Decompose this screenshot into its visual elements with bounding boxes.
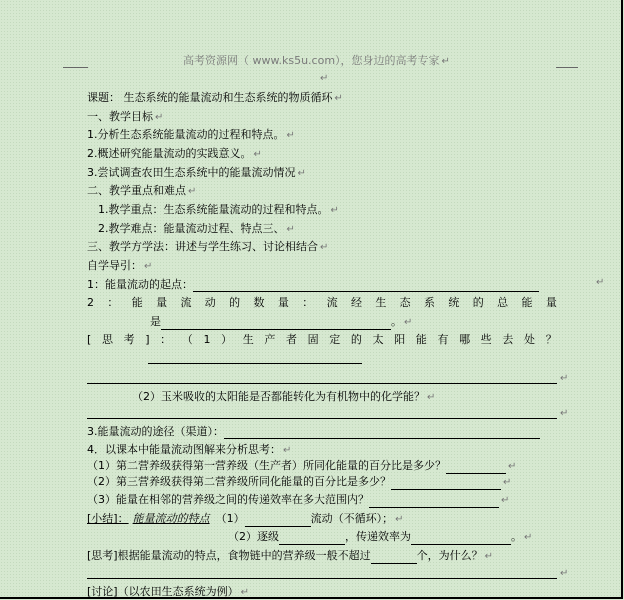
spaced-char: 定 bbox=[329, 333, 341, 346]
answer-blank[interactable] bbox=[279, 532, 345, 545]
spaced-char: [ bbox=[87, 333, 92, 346]
spaced-char: 处 bbox=[524, 333, 536, 346]
paragraph-mark: ↵ bbox=[596, 277, 605, 288]
spaced-char: ？ bbox=[545, 333, 557, 346]
answer-blank[interactable] bbox=[411, 532, 511, 545]
think-2: （2）玉米吸收的太阳能是否都能转化为有机物中的化学能？ ↵ bbox=[132, 390, 436, 403]
goals-heading: 一、教学目标 ↵ bbox=[87, 110, 164, 123]
lesson-topic: 课题： 生态系统的能量流动和生态系统的物质循环 ↵ bbox=[87, 91, 343, 104]
spaced-char: 生 bbox=[375, 296, 387, 309]
spaced-char: 流 bbox=[326, 296, 338, 309]
spaced-char: 生 bbox=[242, 333, 254, 346]
answer-blank[interactable] bbox=[193, 279, 539, 292]
answer-blank[interactable] bbox=[245, 514, 311, 527]
answer-line[interactable] bbox=[148, 363, 362, 364]
spaced-char: 阳 bbox=[394, 333, 406, 346]
paragraph-mark: ↵ bbox=[320, 73, 329, 84]
question-2 bbox=[87, 296, 557, 310]
spaced-char: 有 bbox=[437, 333, 449, 346]
spaced-char: 经 bbox=[350, 296, 362, 309]
answer-blank[interactable] bbox=[446, 461, 506, 474]
spaced-char: 态 bbox=[399, 296, 411, 309]
spaced-char: 数 bbox=[253, 296, 265, 309]
spaced-char: 统 bbox=[448, 296, 460, 309]
spaced-char: 量 bbox=[156, 296, 168, 309]
question-3: 3.能量流动的途径（渠道）： bbox=[87, 425, 540, 439]
spaced-char: 总 bbox=[497, 296, 509, 309]
spaced-char: 者 bbox=[286, 333, 297, 346]
spaced-char: ： bbox=[302, 296, 314, 309]
spaced-char: 1 bbox=[203, 333, 211, 346]
spaced-char: 的 bbox=[350, 333, 362, 346]
teaching-method: 三、教学方学法：讲述与学生练习、讨论相结合 ↵ bbox=[87, 240, 329, 253]
answer-line[interactable] bbox=[87, 578, 557, 579]
spaced-char: 动 bbox=[204, 296, 216, 309]
spaced-char: 系 bbox=[424, 296, 436, 309]
header-rule-left bbox=[63, 67, 88, 68]
spaced-char: 产 bbox=[264, 333, 276, 346]
spaced-char: 流 bbox=[180, 296, 192, 309]
spaced-char: ） bbox=[221, 333, 233, 346]
spaced-char: 能 bbox=[415, 333, 427, 346]
page-header bbox=[0, 49, 624, 71]
question-4: 4．以课本中能量流动图解来分析思考： ↵ bbox=[87, 443, 292, 456]
goal-2: 2.概述研究能量流动的实践意义。 ↵ bbox=[87, 147, 262, 160]
question-4-2: （2）第三营养级获得第二营养级所同化能量的百分比是多少？ ↵ bbox=[87, 475, 512, 488]
spaced-char: 固 bbox=[307, 333, 319, 346]
answer-blank[interactable] bbox=[371, 551, 417, 564]
think-3: [思考]根据能量流动的特点，食物链中的营养级一般不超过 个，为什么？ ↵ bbox=[87, 549, 493, 562]
spaced-char: ： bbox=[107, 296, 119, 309]
answer-blank[interactable] bbox=[369, 495, 499, 508]
spaced-char: 量 bbox=[277, 296, 289, 309]
goal-1: 1.分析生态系统能量流动的过程和特点。 ↵ bbox=[87, 128, 295, 141]
answer-line[interactable] bbox=[87, 383, 557, 384]
spaced-char: 考 bbox=[123, 333, 135, 346]
spaced-char: 思 bbox=[101, 333, 113, 346]
spaced-char: 的 bbox=[229, 296, 241, 309]
paragraph-mark: ↵ bbox=[560, 373, 569, 384]
answer-blank[interactable] bbox=[391, 477, 501, 490]
question-4-1: （1）第二营养级获得第一营养级（生产者）所同化能量的百分比是多少？ ↵ bbox=[87, 459, 517, 472]
key-point-2: 2.教学难点：能量流动过程、特点三、 ↵ bbox=[98, 222, 295, 235]
key-point-1: 1.教学重点：生态系统能量流动的过程和特点。 ↵ bbox=[98, 203, 339, 216]
summary: [小结]： 能量流动的特点 （1） 流动（不循环）； ↵ bbox=[87, 512, 404, 525]
spaced-char: 能 bbox=[131, 296, 143, 309]
key-heading: 二、教学重点和难点 ↵ bbox=[87, 184, 197, 197]
header-rule-right bbox=[556, 67, 578, 68]
question-2-cont: 是 。 ↵ bbox=[150, 315, 413, 328]
spaced-char: ] bbox=[145, 333, 150, 346]
answer-line[interactable] bbox=[87, 418, 557, 419]
spaced-char: 哪 bbox=[459, 333, 471, 346]
goal-3: 3.尝试调查农田生态系统中的能量流动情况 ↵ bbox=[87, 166, 306, 179]
answer-blank[interactable] bbox=[224, 426, 540, 439]
think-1 bbox=[87, 333, 557, 347]
self-study-guide: 自学导引： ↵ bbox=[87, 259, 153, 272]
question-4-3: （3）能量在相邻的营养级之间的传递效率在多大范围内？ ↵ bbox=[87, 493, 510, 506]
spaced-char: 2 bbox=[87, 296, 94, 309]
header-site-text: 高考资源网（ www.ks5u.com），您身边的高考专家 ↵ bbox=[183, 54, 450, 67]
spaced-char: 量 bbox=[545, 296, 557, 309]
spaced-char: （ bbox=[181, 333, 193, 346]
spaced-char: 些 bbox=[480, 333, 492, 346]
spaced-char: 去 bbox=[502, 333, 514, 346]
question-1: 1：能量流动的起点： bbox=[87, 278, 539, 292]
spaced-char: ： bbox=[160, 333, 172, 346]
paragraph-mark: ↵ bbox=[560, 408, 569, 419]
answer-blank[interactable] bbox=[161, 317, 391, 330]
spaced-char: 能 bbox=[521, 296, 533, 309]
spaced-char: 的 bbox=[472, 296, 484, 309]
spaced-char: 太 bbox=[372, 333, 384, 346]
discussion: [讨论]（以农田生态系统为例） ↵ bbox=[87, 585, 249, 598]
summary-2: （2）逐级 ，传递效率为 。 ↵ bbox=[228, 530, 533, 543]
paragraph-mark: ↵ bbox=[560, 568, 569, 579]
